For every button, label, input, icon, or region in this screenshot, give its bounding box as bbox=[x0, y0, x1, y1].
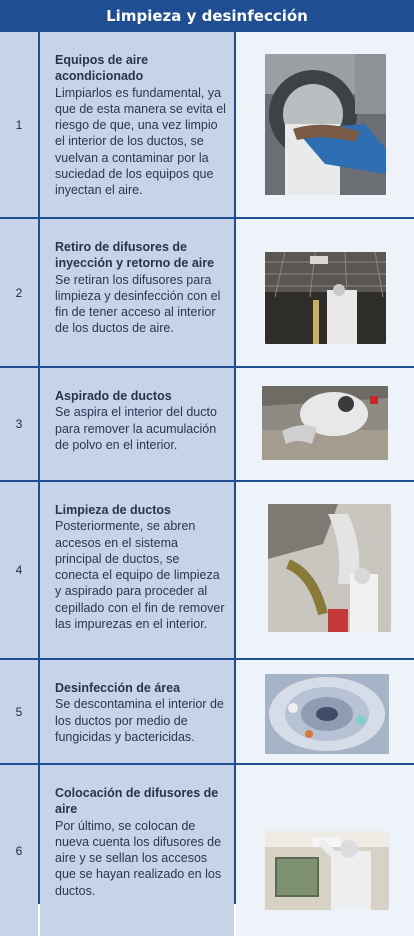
step-title: Colocación de difusores de aire bbox=[55, 786, 219, 817]
step-body: Por último, se colocan de nueva cuenta los difusores de aire y se sellan los accesos que se hayan realizado en los ductos. bbox=[55, 818, 222, 898]
step-title: Aspirado de ductos bbox=[55, 389, 172, 403]
step-title: Retiro de difusores de inyección y retorno de aire bbox=[55, 240, 215, 271]
step-text bbox=[40, 482, 234, 658]
step-row bbox=[0, 32, 414, 217]
step-text bbox=[40, 32, 234, 217]
diffuser-installation-photo bbox=[265, 831, 389, 910]
step-image-cell bbox=[236, 368, 414, 480]
step-number: 2 bbox=[0, 219, 38, 366]
step-row bbox=[0, 482, 414, 658]
step-text bbox=[40, 368, 234, 480]
step-row bbox=[0, 765, 414, 936]
ceiling-diffuser-removal-photo bbox=[265, 252, 386, 344]
step-body: Posteriormente, se abren accesos en el sistema principal de ductos, se conecta el equipo de limpieza y aspirado para proceder al cepillado con el fin de remover las impurezas en el interior. bbox=[55, 519, 225, 632]
page-title: Limpieza y desinfección bbox=[0, 0, 414, 32]
step-number: 5 bbox=[0, 660, 38, 763]
step-body: Se retiran los difusores para limpieza y desinfección con el fin de tener acceso al interior de los ductos de aire. bbox=[55, 272, 221, 336]
step-text bbox=[40, 660, 234, 763]
step-image-cell bbox=[236, 765, 414, 936]
step-row bbox=[0, 660, 414, 763]
step-title: Desinfección de área bbox=[55, 681, 181, 695]
step-title: Limpieza de ductos bbox=[55, 503, 171, 517]
step-number: 6 bbox=[0, 765, 38, 936]
step-number: 1 bbox=[0, 32, 38, 217]
duct-vacuuming-photo bbox=[262, 386, 388, 460]
step-image-cell bbox=[236, 482, 414, 658]
step-row bbox=[0, 368, 414, 480]
step-image-cell bbox=[236, 32, 414, 217]
step-text bbox=[40, 765, 234, 936]
step-number: 4 bbox=[0, 482, 38, 658]
step-number: 3 bbox=[0, 368, 38, 480]
step-body: Limpiarlos es fundamental, ya que de esta manera se evita el riesgo de que, una vez limpio el interior de los ductos, se vuelvan a contaminar por la suciedad de los equipos que inyectan el aire. bbox=[55, 85, 226, 198]
step-image-cell bbox=[236, 660, 414, 763]
step-body: Se descontamina el interior de los ductos por medio de fungicidas y bactericidas. bbox=[55, 697, 224, 744]
step-text bbox=[40, 219, 234, 366]
duct-interior-disinfection-photo bbox=[265, 674, 389, 754]
step-body: Se aspira el interior del ducto para remover la acumulación de polvo en el interior. bbox=[55, 405, 217, 452]
step-row bbox=[0, 219, 414, 366]
step-title: Equipos de aire acondicionado bbox=[55, 53, 149, 84]
hvac-unit-cleaning-photo bbox=[265, 54, 386, 195]
step-image-cell bbox=[236, 219, 414, 366]
duct-brushing-photo bbox=[268, 504, 391, 632]
